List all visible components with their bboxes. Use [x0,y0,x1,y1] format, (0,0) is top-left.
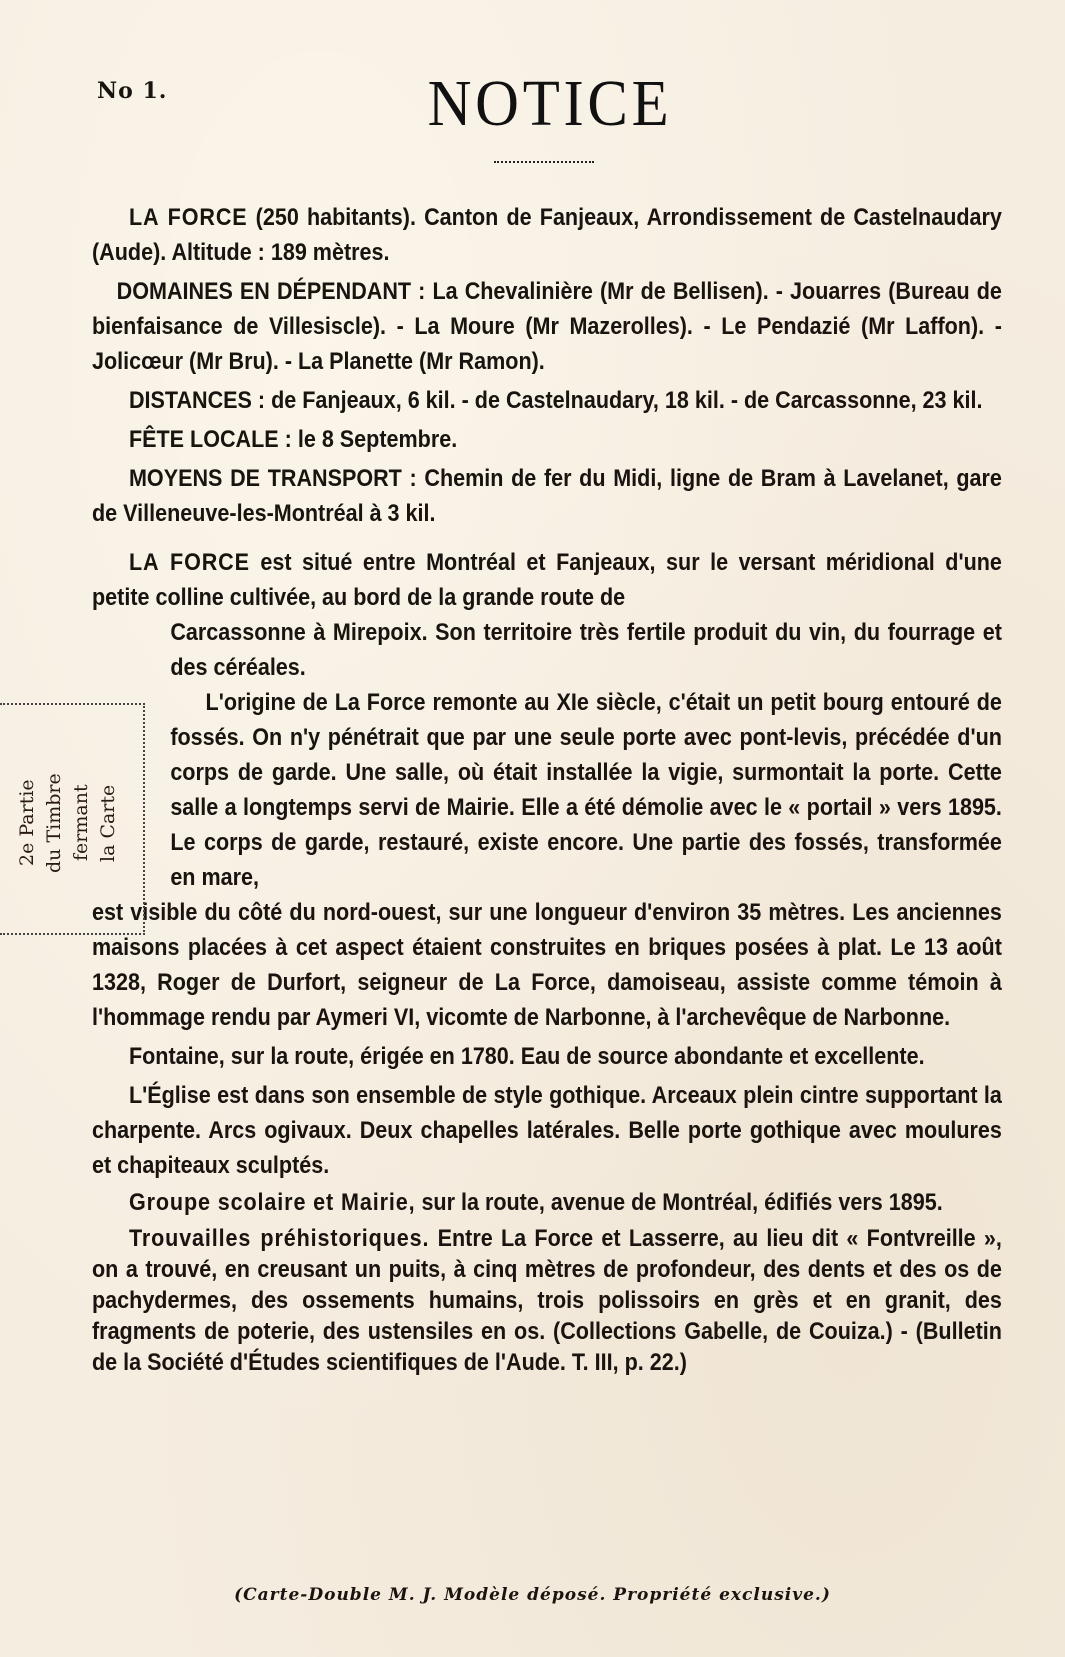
lead-text: LA FORCE [128,549,250,576]
body-text: Chemin de fer du Midi, ligne de Bram à Lavelanet, gare de Villeneuve-les-Montréal à 3 kil. [92,465,1002,527]
lead-text: FÊTE LOCALE : [128,426,292,453]
body-text: de Fanjeaux, 6 kil. - de Castelnaudary, 18 kil. - de Carcassonne, 23 kil. [265,387,983,414]
body-text: est situé entre Montréal et Fanjeaux, sur le versant méridional d'une petite colline cultivée, au bord de la grande route de [92,549,1002,611]
intro-paragraph [92,545,1002,615]
section-eglise [92,1078,1002,1183]
lead-text: DOMAINES EN DÉPENDANT : [116,278,426,305]
intro-continuation: Carcassonne à Mirepoix. Son territoire très fertile produit du vin, du fourrage et des céréales. [170,619,1002,681]
body-text: le 8 Septembre. [291,426,458,453]
lead-text: Fontaine, [128,1043,225,1070]
lead-text: Groupe scolaire et Mairie, [128,1189,416,1216]
stamp-line: 2e Partie [16,779,38,867]
stamp-line: la Carte [97,784,119,862]
indented-block [92,615,1002,895]
stamp-line: du Timbre [43,773,65,873]
body-text: (250 habitants). Canton de Fanjeaux, Arrondissement de Castelnaudary (Aude). Altitude : 189 mètres. [92,204,1002,266]
summary-distances [92,383,1002,418]
body-text: Entre La Force et Lasserre, au lieu dit « Fontvreille », on a trouvé, en creusant un puits, à cinq mètres de profondeur, des dents et des os de pachydermes, des ossements humains, trois polissoirs en grès et en granit, des fragments de poterie, des ustensiles en os. (Collections Gabelle, de Couiza.) - (Bulletin de la Société d'Études scientifiques de l'Aude. T. III, p. 22.) [92,1225,1002,1376]
summary-domains [92,274,1002,379]
title-divider [494,161,594,163]
section-trouvailles [92,1223,1002,1378]
stamp-area-label [14,748,124,898]
body-text: est dans son ensemble de style gothique. Arceaux plein cintre supportant la charpente. Arcs ogivaux. Deux chapelles latérales. Belle porte gothique avec moulures et chapiteaux sculptés. [92,1082,1002,1179]
lead-text: DISTANCES : [128,387,266,414]
stamp-line: fermant [70,784,92,862]
summary-transport [92,461,1002,531]
notice-text [92,200,1002,1378]
section-groupe-scolaire [92,1187,1002,1219]
summary-population [92,200,1002,270]
lead-text: LA FORCE [128,204,248,231]
body-text: sur la route, érigée en 1780. Eau de source abondante et excellente. [224,1043,925,1070]
body-text: La Chevalinière (Mr de Bellisen). - Jouarres (Bureau de bienfaisance de Villesiscle). - La Moure (Mr Mazerolles). - Le Pendazié (Mr Laffon). - Jolicœur (Mr Bru). - La Planette (Mr Ramon). [92,278,1002,375]
lead-text: MOYENS DE TRANSPORT : [128,465,417,492]
notice-number: No 1. [97,78,168,104]
body-text: sur la route, avenue de Montréal, édifiés vers 1895. [415,1189,943,1216]
section-fontaine [92,1039,1002,1074]
lead-text: L'Église [128,1082,211,1109]
summary-fete [92,422,1002,457]
lead-text: Trouvailles préhistoriques. [128,1225,430,1252]
publisher-footer: (Carte-Double M. J. Modèle déposé. Propriété exclusive.) [234,1585,831,1605]
origin-continuation: est visible du côté du nord-ouest, sur une longueur d'environ 35 mètres. Les anciennes maisons placées à cet aspect étaient construites en briques posées à plat. Le 13 août 1328, Roger de Durfort, seigneur de La Force, damoiseau, assiste comme témoin à l'hommage rendu par Aymeri VI, vicomte de Narbonne, à l'archevêque de Narbonne. [92,899,1002,1031]
page-title: NOTICE [427,67,673,140]
origin-paragraph: L'origine de La Force remonte au XIe siècle, c'était un petit bourg entouré de fossés. On n'y pénétrait que par une seule porte avec pont-levis, précédée d'un corps de garde. Une salle, où était installée la vigie, surmontait la porte. Cette salle a longtemps servi de Mairie. Elle a été démolie avec le « portail » vers 1895. Le corps de garde, restauré, existe encore. Une partie des fossés, transformée en mare, [170,689,1002,891]
